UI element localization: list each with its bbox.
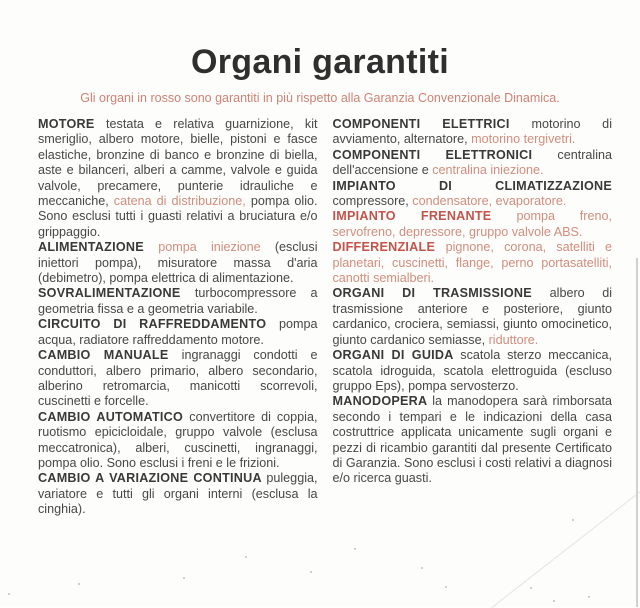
warranty-entry	[333, 286, 613, 348]
scan-speckle	[78, 583, 80, 585]
entry-text-segment: motorino di avviamento, alternatore,	[332, 117, 612, 147]
warranty-entry	[38, 348, 318, 410]
entry-heading: DIFFERENZIALE	[332, 240, 446, 255]
warranty-entry	[38, 471, 318, 517]
page-subtitle: Gli organi in rosso sono garantiti in più rispetto alla Garanzia Convenzionale Dinamica.	[80, 91, 560, 105]
entry-heading: CIRCUITO DI RAFFREDDAMENTO	[38, 317, 279, 332]
scan-speckle	[572, 519, 574, 521]
entry-text-segment: la manodopera sarà rimborsata secondo i tempari e le indicazioni della casa costruttrice applicata unicamente sugli organi e pezzi di ricambio garantiti dal presente Certificato di Garanzia. Sono esclusi i costi relativi a diagnosi e/o ricerca guasti.	[332, 394, 612, 486]
entry-text-segment: pompa iniezione	[158, 240, 261, 255]
entry-heading: MOTORE	[38, 117, 107, 131]
warranty-entry	[38, 286, 318, 317]
entry-text-segment: pompa olio. Sono esclusi tutti i guasti relativi a bruciatura e/o grippaggio.	[38, 194, 318, 239]
warranty-entry	[333, 179, 613, 210]
entry-text-segment: motorino tergivetri.	[471, 132, 576, 147]
entry-text-segment: scatola sterzo meccanica, scatola idroguida, scatola elettroguida (escluso gruppo Eps), pompa servosterzo.	[332, 348, 612, 393]
entry-heading: SOVRALIMENTAZIONE	[38, 286, 195, 301]
entry-text-segment: compressore,	[332, 194, 413, 209]
warranty-entry	[333, 394, 613, 486]
entry-heading: CAMBIO A VARIAZIONE CONTINUA	[38, 471, 267, 486]
entry-text-segment: pignone, corona, satelliti e planetari, cuscinetti, flange, perno portasatelliti, canotti semialberi.	[332, 240, 612, 286]
warranty-entry	[333, 148, 613, 179]
entry-text-segment: puleggia, variatore e tutti gli organi interni (esclusa la cinghia).	[38, 471, 318, 517]
scan-speckle	[183, 577, 185, 579]
entry-text-segment: catena di distribuzione,	[113, 194, 246, 209]
warranty-entry	[38, 410, 318, 472]
entry-heading: ORGANI DI TRASMISSIONE	[332, 286, 550, 301]
scan-speckle	[588, 596, 590, 598]
left-column	[38, 117, 318, 518]
scan-speckle	[310, 571, 312, 573]
scan-edge-line	[636, 258, 638, 607]
scan-speckle	[553, 600, 555, 602]
entry-heading: MANODOPERA	[332, 394, 433, 409]
entry-heading: COMPONENTI ELETTRONICI	[332, 147, 558, 162]
scan-speckle	[245, 556, 247, 558]
entry-text-segment: pompa acqua, radiatore raffreddamento motore.	[38, 317, 318, 347]
scan-speckle	[8, 593, 10, 595]
entry-text-segment: (esclusi iniettori pompa), misuratore massa d'aria (debimetro), pompa elettrica di alimentazione.	[38, 240, 318, 286]
entry-text-segment: convertitore di coppia, ruotismo epicicloidale, gruppo valvole (esclusa meccatronica), alberi, cuscinetti, ingranaggi, pompa olio. Sono esclusi i freni e le frizioni.	[38, 409, 318, 470]
entry-heading: IMPIANTO DI CLIMATIZZAZIONE	[332, 178, 612, 193]
page-title: Organi garantiti	[191, 43, 449, 81]
two-column-body	[0, 106, 640, 518]
entry-text-segment: albero di trasmissione anteriore e posteriore, giunto cardanico, crociera, semiassi, giunto omocinetico, giunto cardanico semiasse,	[332, 286, 613, 347]
entry-text-segment: ingranaggi condotti e conduttori, albero primario, albero secondario, alberino retromarcia, manicotti scorrevoli, cuscinetti e forcelle.	[38, 348, 318, 409]
right-column	[333, 117, 613, 518]
entry-text-segment: riduttore.	[488, 332, 539, 347]
warranty-entry	[38, 117, 318, 240]
entry-text-segment: centralina dell'accensione e	[332, 147, 612, 178]
scan-speckle	[530, 587, 532, 589]
entry-text-segment: testata e relativa guarnizione, kit smeriglio, albero motore, bielle, pistoni e fasce elastiche, bronzine di banco e bronzine di biella, aste e bilanceri, alberi a camme, valvole e guida valvole, precamere, punterie idrauliche e meccaniche,	[38, 117, 318, 209]
warranty-entry	[333, 117, 613, 148]
entry-text-segment: pompa freno, servofreno, depressore, gruppo valvole ABS.	[332, 209, 613, 239]
warranty-entry	[38, 240, 318, 286]
scan-speckle	[421, 567, 423, 569]
warranty-entry	[333, 240, 613, 286]
entry-heading: COMPONENTI ELETTRICI	[332, 117, 532, 131]
scan-speckle	[445, 586, 447, 588]
entry-heading: CAMBIO MANUALE	[38, 348, 182, 363]
entry-heading: CAMBIO AUTOMATICO	[38, 409, 190, 424]
scan-speckle	[354, 548, 356, 550]
warranty-entry	[333, 209, 613, 240]
entry-heading: IMPIANTO FRENANTE	[332, 209, 517, 224]
entry-text-segment: turbocompressore a geometria fissa e a geometria variabile.	[38, 286, 318, 316]
entry-heading: ORGANI DI GUIDA	[332, 348, 461, 363]
warranty-entry	[38, 317, 318, 348]
entry-text-segment: centralina iniezione.	[432, 163, 544, 178]
entry-heading: ALIMENTAZIONE	[38, 240, 159, 255]
entry-text-segment: condensatore, evaporatore.	[412, 194, 567, 209]
warranty-entry	[333, 348, 613, 394]
